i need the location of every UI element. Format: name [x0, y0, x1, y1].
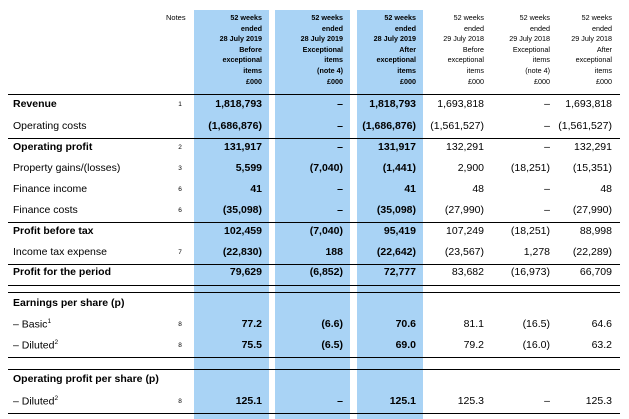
table-cell: (35,098) — [222, 204, 262, 216]
column-header-line: exceptional — [222, 55, 262, 65]
row-label — [13, 141, 92, 153]
table-cell: – — [544, 204, 550, 216]
column-header-line: 28 July 2019 — [219, 34, 262, 44]
table-cell: 125.1 — [389, 395, 416, 407]
footnote-marker: 2 — [54, 339, 59, 346]
divider-line — [8, 369, 620, 370]
row-note: 3 — [178, 165, 182, 172]
row-label-text: Revenue — [13, 98, 57, 110]
row-label — [13, 318, 51, 331]
table-cell: (22,289) — [572, 246, 612, 258]
column-header-line: (note 4) — [317, 65, 343, 75]
column-header-line: 28 July 2019 — [300, 34, 343, 44]
table-cell: (27,990) — [572, 204, 612, 216]
table-cell: 1,693,818 — [565, 98, 612, 110]
table-cell: 131,917 — [378, 141, 416, 153]
table-cell: 41 — [404, 183, 416, 195]
table-cell: 1,693,818 — [437, 98, 484, 110]
table-cell: (6.5) — [321, 339, 343, 351]
column-header-line: After — [399, 44, 416, 54]
table-cell: – — [337, 204, 343, 216]
column-header-line: items — [397, 65, 416, 75]
column-header-line: 28 July 2019 — [373, 34, 416, 44]
table-cell: – — [544, 395, 550, 407]
column-header-line: £000 — [468, 76, 484, 86]
divider-line — [8, 292, 620, 293]
row-label-text: – Diluted — [13, 395, 55, 408]
table-cell: (16.0) — [522, 339, 550, 351]
column-header-line: After — [596, 44, 612, 54]
column-header-line: 52 weeks — [519, 13, 550, 22]
table-cell: (16,973) — [510, 266, 550, 278]
table-cell: (1,441) — [382, 162, 416, 174]
table-cell: 125.3 — [457, 395, 484, 407]
column-header-line: 29 July 2018 — [571, 34, 612, 44]
table-cell: (18,251) — [510, 225, 550, 237]
table-cell: (27,990) — [444, 204, 484, 216]
column-header-line: £000 — [327, 76, 343, 86]
table-cell: (7,040) — [309, 162, 343, 174]
row-note: 6 — [178, 207, 182, 214]
row-note: 8 — [178, 321, 182, 328]
row-note: 8 — [178, 398, 182, 405]
column-header-line: £000 — [246, 76, 262, 86]
table-cell: (1,561,527) — [430, 120, 484, 132]
table-cell: 1,818,793 — [215, 98, 262, 110]
column-header-line: 29 July 2018 — [509, 34, 550, 44]
column-header-line: 52 weeks — [384, 13, 416, 22]
column-header-line: 52 weeks — [230, 13, 262, 22]
column-header-line: 52 weeks — [453, 13, 484, 22]
table-cell: (23,567) — [444, 246, 484, 258]
table-cell: (7,040) — [309, 225, 343, 237]
column-header-line: £000 — [596, 76, 612, 86]
column-header-line: Exceptional — [302, 44, 343, 54]
column-header-6 — [571, 13, 612, 87]
table-cell: – — [337, 395, 343, 407]
row-label-text: Operating profit — [13, 141, 93, 153]
divider-line — [8, 94, 620, 95]
table-cell: 132,291 — [446, 141, 484, 153]
row-label-text: Operating costs — [13, 120, 87, 132]
column-header-line: exceptional — [447, 55, 484, 65]
column-header-line: £000 — [534, 76, 550, 86]
table-cell: – — [337, 183, 343, 195]
table-cell: – — [544, 98, 550, 110]
row-note: 6 — [178, 186, 182, 193]
table-cell: 66,709 — [579, 266, 612, 278]
table-cell: 2,900 — [457, 162, 484, 174]
table-cell: 63.2 — [591, 339, 612, 351]
divider-line — [8, 413, 620, 414]
column-header-line: £000 — [400, 76, 416, 86]
column-header-1 — [220, 13, 262, 87]
column-header-line: ended — [464, 23, 484, 33]
table-cell: (1,686,876) — [362, 120, 416, 132]
table-cell: 125.1 — [235, 395, 262, 407]
table-cell: 5,599 — [235, 162, 262, 174]
row-note: 8 — [178, 342, 182, 349]
table-cell: – — [544, 120, 550, 132]
table-cell: – — [544, 183, 550, 195]
column-header-line: 52 weeks — [311, 13, 343, 22]
table-cell: 79,629 — [229, 266, 262, 278]
table-cell: (16.5) — [522, 318, 550, 330]
row-label — [13, 204, 78, 216]
row-label — [13, 246, 107, 258]
row-label — [13, 225, 94, 237]
divider-line — [8, 264, 620, 265]
column-header-line: items — [324, 55, 343, 65]
table-cell: 81.1 — [463, 318, 484, 330]
row-label-text: Finance income — [13, 183, 88, 195]
table-cell: – — [337, 141, 343, 153]
row-label-text: Property gains/(losses) — [13, 162, 121, 174]
column-header-line: 52 weeks — [581, 13, 612, 22]
table-cell: (1,561,527) — [558, 120, 612, 132]
column-header-line: ended — [394, 23, 416, 33]
column-header-line: ended — [592, 23, 612, 33]
divider-line — [8, 138, 620, 139]
table-cell: 41 — [250, 183, 262, 195]
row-label-text: – Diluted — [13, 339, 55, 352]
table-cell: 125.3 — [585, 395, 612, 407]
table-cell: 131,917 — [224, 141, 262, 153]
column-header-4 — [443, 13, 484, 87]
row-label — [13, 266, 111, 278]
row-note: 2 — [178, 144, 182, 151]
column-header-line: ended — [321, 23, 343, 33]
table-cell: (22,830) — [222, 246, 262, 258]
row-label — [13, 162, 120, 174]
footnote-marker: 1 — [47, 318, 52, 325]
table-cell: 1,278 — [523, 246, 550, 258]
column-header-line: Before — [239, 44, 262, 54]
divider-line — [8, 285, 620, 286]
notes-header: Notes — [166, 13, 186, 22]
row-label — [13, 120, 87, 132]
row-label-text: Operating profit per share (p) — [13, 373, 159, 385]
column-header-line: ended — [240, 23, 262, 33]
table-cell: 102,459 — [224, 225, 262, 237]
table-cell: 107,249 — [446, 225, 484, 237]
column-header-line: Before — [462, 44, 484, 54]
table-cell: 95,419 — [383, 225, 416, 237]
column-header-line: 29 July 2018 — [443, 34, 484, 44]
table-cell: (18,251) — [510, 162, 550, 174]
table-cell: 72,777 — [383, 266, 416, 278]
row-label — [13, 183, 87, 195]
row-label-text: Profit before tax — [13, 225, 94, 237]
table-cell: 77.2 — [241, 318, 262, 330]
column-header-line: items — [243, 65, 262, 75]
column-header-2 — [301, 13, 343, 87]
table-cell: 79.2 — [463, 339, 484, 351]
table-cell: (22,642) — [376, 246, 416, 258]
column-header-line: (note 4) — [525, 65, 550, 75]
table-cell: (35,098) — [376, 204, 416, 216]
table-cell: 75.5 — [241, 339, 262, 351]
column-header-line: Exceptional — [512, 44, 550, 54]
column-header-line: items — [466, 65, 484, 75]
row-label-text: Income tax expense — [13, 246, 107, 258]
table-cell: (15,351) — [572, 162, 612, 174]
table-cell: 188 — [325, 246, 343, 258]
column-header-line: exceptional — [575, 55, 612, 65]
column-header-line: items — [532, 55, 550, 65]
table-cell: 70.6 — [395, 318, 416, 330]
table-cell: 1,818,793 — [369, 98, 416, 110]
table-cell: 48 — [472, 183, 484, 195]
table-cell: – — [337, 98, 343, 110]
table-cell: 69.0 — [395, 339, 416, 351]
column-header-line: ended — [530, 23, 550, 33]
table-cell: – — [337, 120, 343, 132]
column-header-line: exceptional — [376, 55, 416, 65]
table-cell: (6.6) — [321, 318, 343, 330]
row-label-text: Profit for the period — [13, 266, 111, 278]
table-cell: 64.6 — [591, 318, 612, 330]
divider-line — [8, 357, 620, 358]
column-header-line: items — [594, 65, 612, 75]
row-label — [13, 395, 58, 408]
table-cell: – — [544, 141, 550, 153]
row-label-text: Finance costs — [13, 204, 78, 216]
row-label — [13, 98, 57, 110]
table-cell: 88,998 — [579, 225, 612, 237]
table-cell: (6,852) — [309, 266, 343, 278]
column-header-5 — [509, 13, 550, 87]
table-cell: 48 — [600, 183, 612, 195]
table-cell: 83,682 — [451, 266, 484, 278]
row-label — [13, 373, 159, 385]
divider-line — [8, 222, 620, 223]
row-label — [13, 297, 124, 309]
row-label-text: – Basic — [13, 318, 48, 331]
row-label — [13, 339, 58, 352]
row-note: 1 — [178, 101, 182, 108]
footnote-marker: 2 — [54, 395, 59, 402]
table-cell: 132,291 — [574, 141, 612, 153]
row-note: 7 — [178, 249, 182, 256]
table-cell: (1,686,876) — [208, 120, 262, 132]
column-header-3 — [374, 13, 416, 87]
row-label-text: Earnings per share (p) — [13, 297, 125, 309]
